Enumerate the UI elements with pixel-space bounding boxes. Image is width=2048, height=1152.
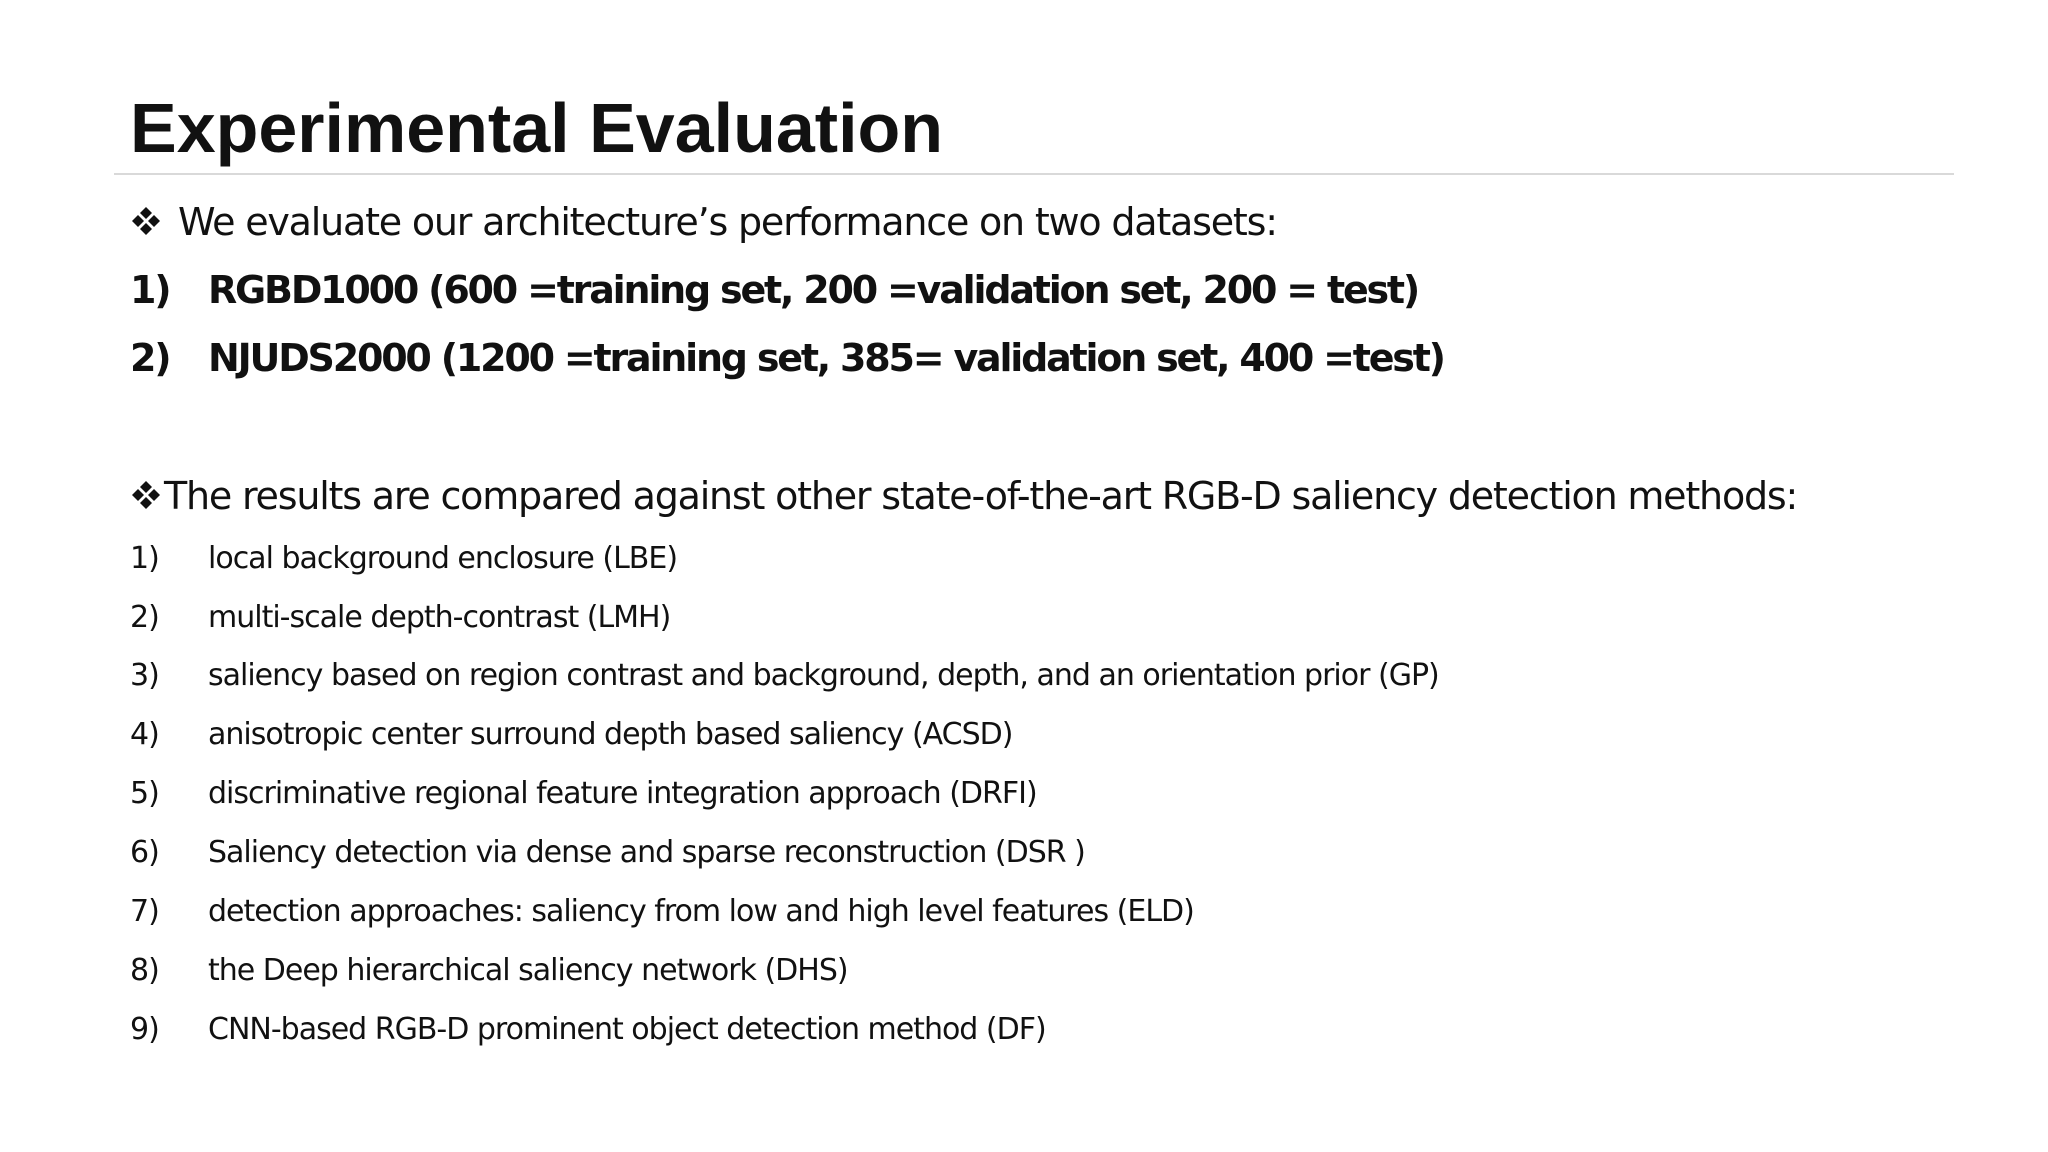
method-number: 2) <box>130 600 159 635</box>
method-item <box>130 834 1085 872</box>
dataset-item <box>130 266 1418 314</box>
comparison-text: The results are compared against other state-of-the-art RGB-D saliency detection methods: <box>164 474 1798 518</box>
method-item <box>130 599 670 637</box>
method-item <box>130 540 677 578</box>
slide-title: Experimental Evaluation <box>130 89 944 167</box>
method-text: anisotropic center surround depth based saliency (ACSD) <box>208 717 1013 752</box>
method-number: 8) <box>130 953 159 988</box>
method-number: 3) <box>130 658 159 693</box>
method-text: the Deep hierarchical saliency network (DHS) <box>208 953 848 988</box>
method-number: 6) <box>130 835 159 870</box>
method-text: Saliency detection via dense and sparse reconstruction (DSR ) <box>208 835 1085 870</box>
method-number: 9) <box>130 1012 159 1047</box>
dataset-number: 2) <box>130 336 170 380</box>
dataset-text: NJUDS2000 (1200 =training set, 385= validation set, 400 =test) <box>208 336 1444 380</box>
dataset-text: RGBD1000 (600 =training set, 200 =validation set, 200 = test) <box>208 268 1419 312</box>
title-divider <box>114 173 1954 175</box>
method-text: detection approaches: saliency from low and high level features (ELD) <box>208 894 1194 929</box>
method-number: 7) <box>130 894 159 929</box>
method-item <box>130 716 1012 754</box>
method-item <box>130 657 1439 695</box>
method-number: 1) <box>130 541 159 576</box>
method-number: 4) <box>130 717 159 752</box>
method-item <box>130 775 1037 813</box>
method-text: CNN-based RGB-D prominent object detection method (DF) <box>208 1012 1046 1047</box>
dataset-item <box>130 334 1444 382</box>
method-text: local background enclosure (LBE) <box>208 541 678 576</box>
method-text: saliency based on region contrast and background, depth, and an orientation prior (GP) <box>208 658 1439 693</box>
method-text: discriminative regional feature integration approach (DRFI) <box>208 776 1037 811</box>
method-text: multi-scale depth-contrast (LMH) <box>208 600 671 635</box>
intro-text: We evaluate our architecture’s performance on two datasets: <box>178 200 1277 244</box>
method-item <box>130 952 848 990</box>
method-number: 5) <box>130 776 159 811</box>
method-item <box>130 893 1194 931</box>
method-item <box>130 1011 1046 1049</box>
intro-bullet <box>130 198 1277 246</box>
comparison-bullet <box>130 472 1797 520</box>
four-diamond-bullet-icon <box>130 479 162 511</box>
four-diamond-bullet-icon <box>130 205 162 237</box>
dataset-number: 1) <box>130 268 170 312</box>
